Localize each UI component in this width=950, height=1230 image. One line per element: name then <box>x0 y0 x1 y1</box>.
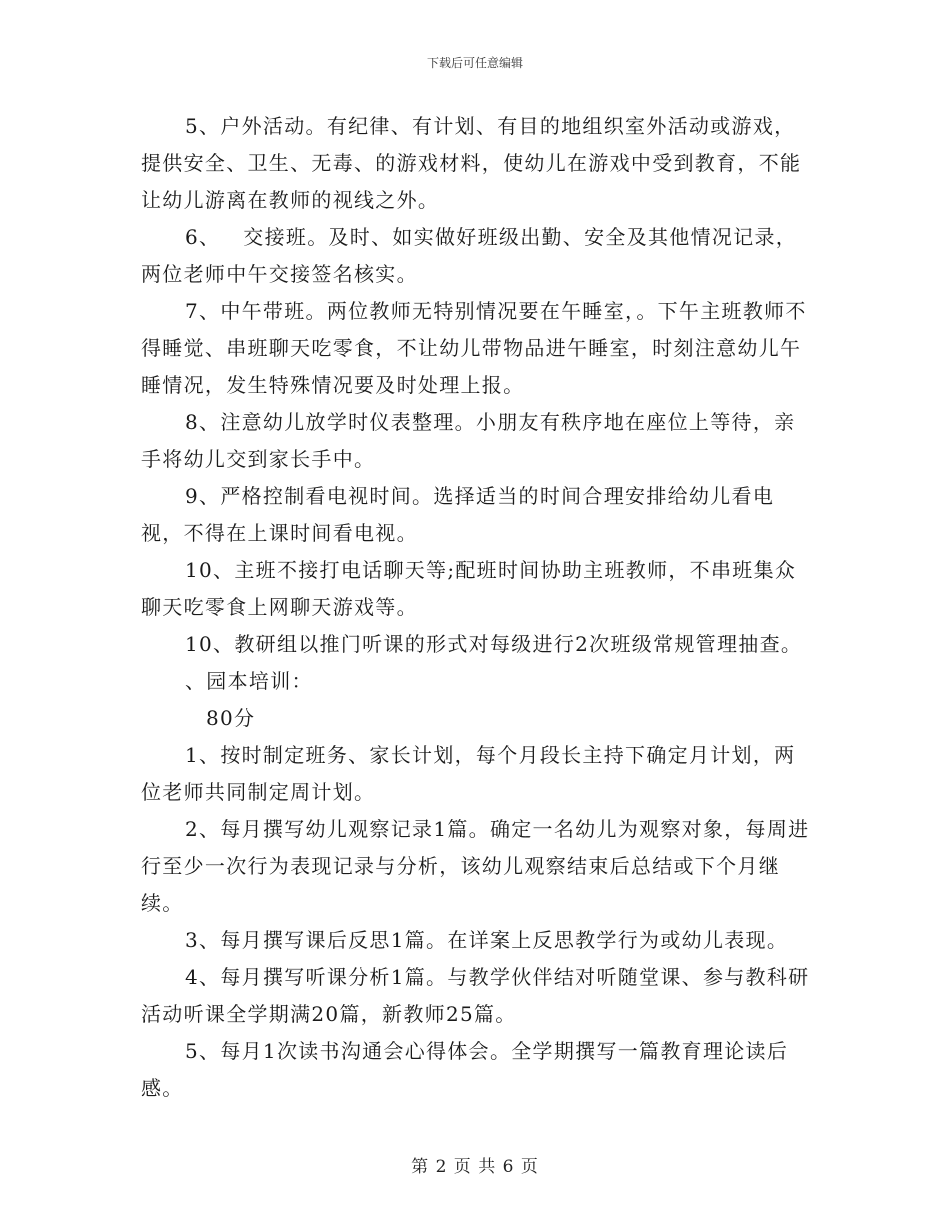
document-body <box>141 108 816 1107</box>
paragraph-outdoor-activity: 5、户外活动。有纪律、有计划、有目的地组织室外活动或游戏，提供安全、卫生、无毒、的游戏材料，使幼儿在游戏中受到教育，不能让幼儿游离在教师的视线之外。 <box>141 114 802 212</box>
section-heading-training: 、园本培训： <box>185 669 313 693</box>
section-score: 80分 <box>206 706 256 730</box>
paragraph-lesson-analysis: 4、每月撰写听课分析1篇。与教学伙伴结对听随堂课、参与教科研活动听课全学期满20篇，新教师25篇。 <box>141 965 810 1026</box>
header-note: 下载后可任意编辑 <box>426 56 523 70</box>
paragraph-phone-rules: 10、主班不接打电话聊天等;配班时间协助主班教师，不串班集众聊天吃零食上网聊天游戏等。 <box>141 558 797 619</box>
paragraph-reflection: 3、每月撰写课后反思1篇。在详案上反思教学行为或幼儿表现。 <box>185 928 789 952</box>
paragraph-reading: 5、每月1次读书沟通会心得体会。全学期撰写一篇教育理论读后感。 <box>141 1039 789 1100</box>
paragraph-inspection: 10、教研组以推门听课的形式对每级进行2次班级常规管理抽查。 <box>185 632 803 656</box>
paragraph-tv-time: 9、严格控制看电视时间。选择适当的时间合理安排给幼儿看电视，不得在上课时间看电视。 <box>141 484 775 545</box>
paragraph-noon-duty: 7、中午带班。两位教师无特别情况要在午睡室，。下午主班教师不得睡觉、串班聊天吃零食，不让幼儿带物品进午睡室，时刻注意幼儿午睡情况，发生特殊情况要及时处理上报。 <box>141 299 807 397</box>
page-number: 第 2 页 共 6 页 <box>411 1157 539 1177</box>
paragraph-observation: 2、每月撰写幼儿观察记录1篇。确定一名幼儿为观察对象，每周进行至少一次行为表现记录与分析，该幼儿观察结束后总结或下个月继续。 <box>141 817 810 915</box>
paragraph-dismissal: 8、注意幼儿放学时仪表整理。小朋友有秩序地在座位上等待，亲手将幼儿交到家长手中。 <box>141 410 796 471</box>
paragraph-planning: 1、按时制定班务、家长计划，每个月段长主持下确定月计划，两位老师共同制定周计划。 <box>141 743 796 804</box>
paragraph-shift-handover: 6、 交接班。及时、如实做好班级出勤、安全及其他情况记录，两位老师中午交接签名核实。 <box>141 225 798 286</box>
